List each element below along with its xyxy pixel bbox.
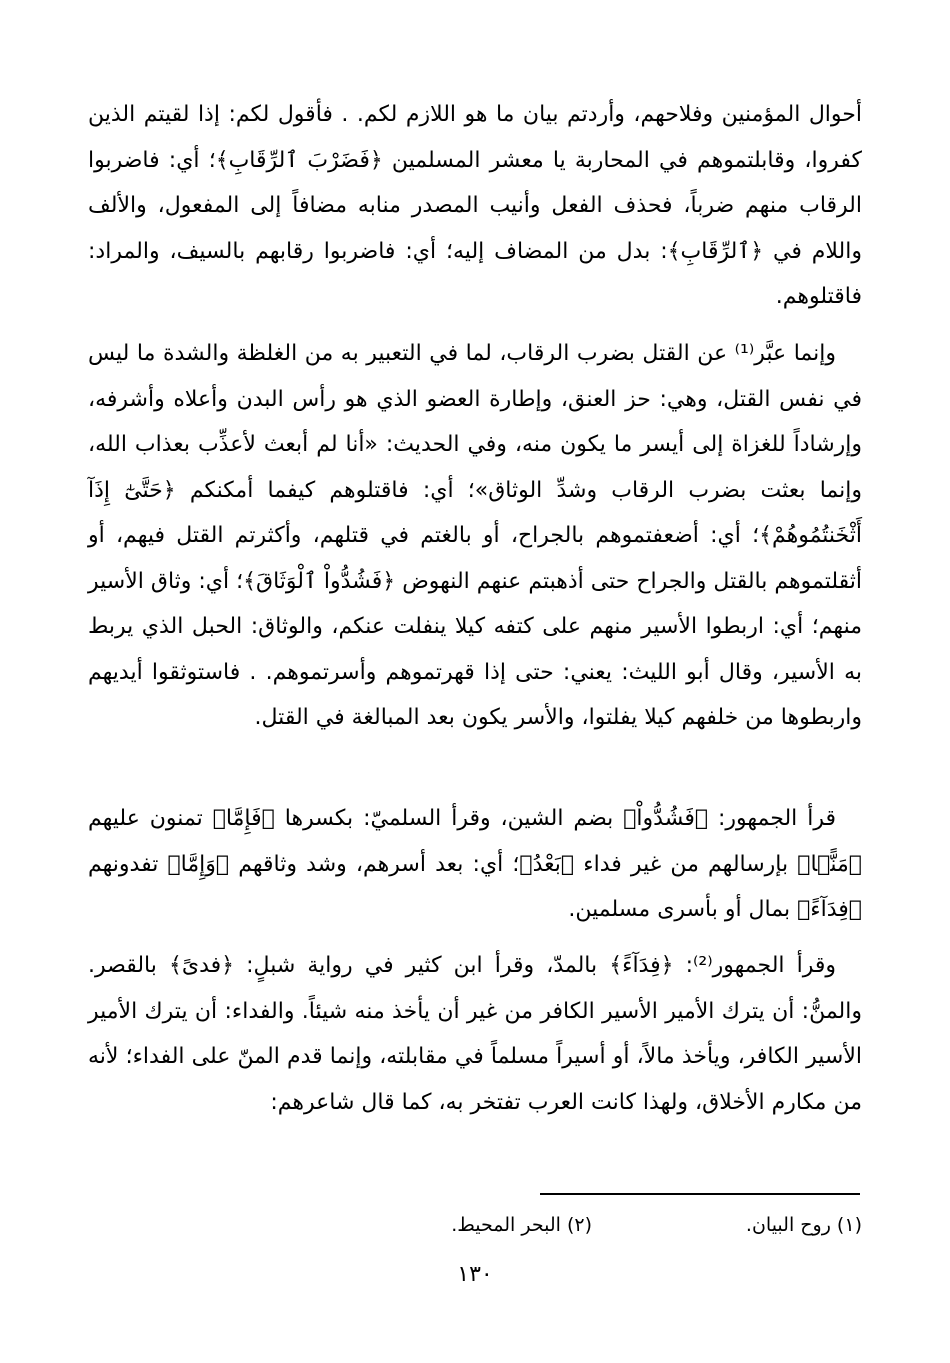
footnote-1: (١) روح البيان. xyxy=(745,1214,862,1236)
paragraph-1 xyxy=(88,92,862,320)
footnote-divider xyxy=(540,1193,860,1195)
paragraph-4 xyxy=(88,943,862,1125)
paragraph-2 xyxy=(88,331,862,741)
paragraph-3-text: قرأ الجمهور: ﴿فَشُدُّواْ﴾ بضم الشين، وقرأ السلميّ: بكسرها ﴿فَإِمَّا﴾ تمنون عليهم ﴿مَنًّۢا﴾ بإرسالهم من غير فداء ﴿بَعْدُ﴾؛ أي: بعد أسرهم، وشد وثاقهم ﴿وَإِمَّا﴾ تفدونهم ﴿فِدَآءً﴾ بمال أو بأسرى مسلمين. xyxy=(88,806,862,922)
paragraph-1-text: أحوال المؤمنين وفلاحهم، وأردتم بيان ما هو اللازم لكم. . فأقول لكم: إذا لقيتم الذين كفروا، وقابلتموهم في المحاربة يا معشر المسلمين ﴿فَضَرْبَ ٱلرِّقَابِ﴾؛ أي: فاضربوا الرقاب منهم ضرباً، فحذف الفعل وأنيب المصدر منابه مضافاً إلى المفعول، والألف واللام في ﴿ٱلرِّقَابِ﴾: بدل من المضاف إليه؛ أي: فاضربوا رقابهم بالسيف، والمراد: فاقتلوهم. xyxy=(88,102,862,309)
paragraph-3 xyxy=(88,796,862,933)
paragraph-4-text: وقرأ الجمهور⁽²⁾: ﴿فِدَآءً﴾ بالمدّ، وقرأ ابن كثير في رواية شبلٍ: ﴿فدىً﴾ بالقصر. والمنُّ: أن يترك الأمير الأسير الكافر من غير أن يأخذ منه شيئاً. والفداء: أن يترك الأمير الأسير الكافر، ويأخذ مالاً، أو أسيراً مسلماً في مقابلته، وإنما قدم المنّ على الفداء؛ لأنه من مكارم الأخلاق، ولهذا كانت العرب تفتخر به، كما قال شاعرهم: xyxy=(88,953,862,1115)
page-number: ١٣٠ xyxy=(457,1262,493,1287)
footnote-2: (٢) البحر المحيط. xyxy=(451,1214,592,1236)
paragraph-2-text: وإنما عبَّر⁽¹⁾ عن القتل بضرب الرقاب، لما في التعبير به من الغلظة والشدة ما ليس في نفس القتل، وهي: حز العنق، وإطارة العضو الذي هو رأس البدن وأعلاه وأشرفه، وإرشاداً للغزاة إلى أيسر ما يكون منه، وفي الحديث: «أنا لم أبعث لأعذِّب بعذاب الله، وإنما بعثت بضرب الرقاب وشدِّ الوثاق»؛ أي: فاقتلوهم كيفما أمكنكم ﴿حَتَّىٰٓ إِذَآ أَثْخَنتُمُوهُمْ﴾؛ أي: أضعفتموهم بالجراح، أو بالغتم في قتلهم، وأكثرتم القتل فيهم، أو أثقلتموهم بالقتل والجراح حتى أذهبتم عنهم النهوض ﴿فَشُدُّواْ ٱلْوَثَاقَ﴾؛ أي: وثاق الأسير منهم؛ أي: اربطوا الأسير منهم على كتفه كيلا ينفلت عنكم، والوثاق: الحبل الذي يربط به الأسير، وقال أبو الليث: يعني: حتى إذا قهرتموهم وأسرتموهم. . فاستوثقوا أيديهم واربطوها من خلفهم كيلا يفلتوا، والأسر يكون بعد المبالغة في القتل. xyxy=(88,341,862,730)
